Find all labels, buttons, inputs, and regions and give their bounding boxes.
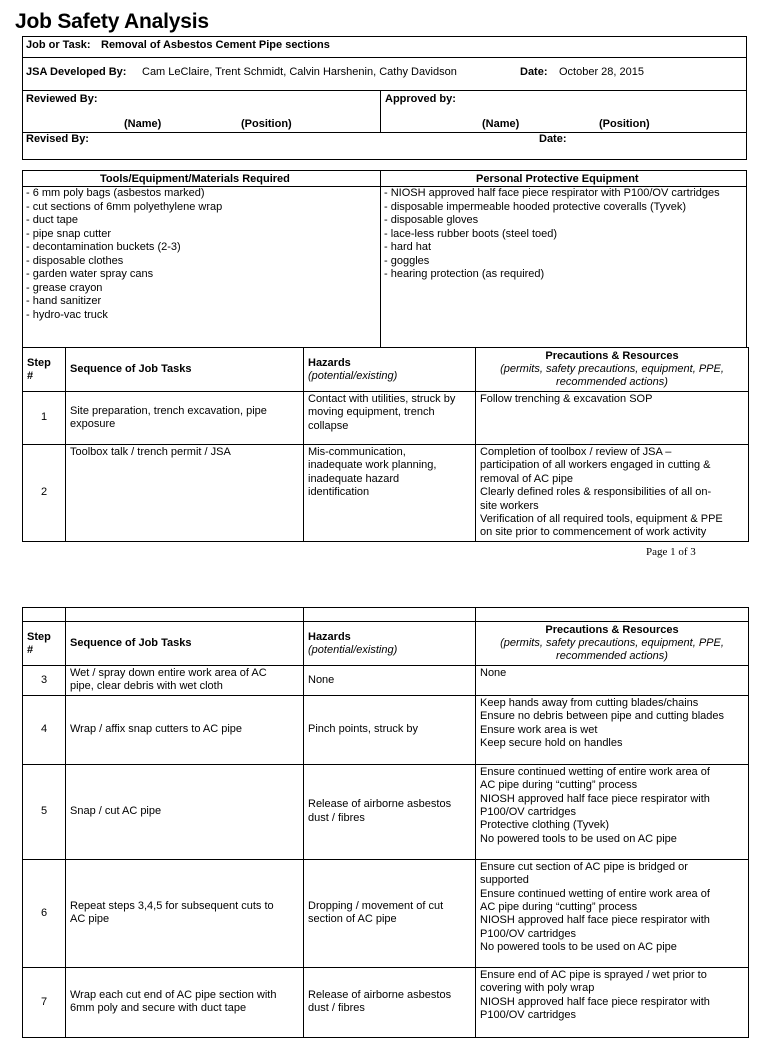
approved-position-label: (Position) <box>599 118 650 130</box>
blank-cell <box>304 608 476 622</box>
precautions-col-header: Precautions & Resources (permits, safety precautions, equipment, PPE, recommended actions) <box>476 348 749 392</box>
precautions-description: Follow trenching & excavation SOP <box>476 392 749 445</box>
task-table-header <box>23 622 749 666</box>
blank-cell <box>23 608 66 622</box>
blank-cell <box>66 608 304 622</box>
step-number: 6 <box>23 859 66 967</box>
sequence-col-header: Sequence of Job Tasks <box>66 348 304 392</box>
tool-item: - hand sanitizer <box>26 295 102 307</box>
precautions-description: Ensure cut section of AC pipe is bridged or supported Ensure continued wetting of entire work area of AC pipe during “cutting” process NIOSH approved half face piece respirator with P100/OV cartridges No powered tools to be used on AC pipe <box>476 859 749 967</box>
ppe-item: - disposable gloves <box>384 214 479 226</box>
tool-item: - grease crayon <box>26 281 103 294</box>
task-row <box>23 967 749 1037</box>
step-number: 2 <box>23 445 66 542</box>
hazard-description: Pinch points, struck by <box>304 695 476 764</box>
revised-date-label: Date: <box>539 133 567 145</box>
task-row <box>23 859 749 967</box>
reviewed-label: Reviewed By: <box>26 93 98 105</box>
job-label: Job or Task: <box>26 39 91 51</box>
approved-label: Approved by: <box>385 93 456 105</box>
revised-label: Revised By: <box>26 133 89 145</box>
ppe-item: - lace-less rubber boots (steel toed) <box>384 227 558 240</box>
hazard-description: Dropping / movement of cut section of AC pipe <box>304 859 476 967</box>
task-row <box>23 392 749 445</box>
tool-item: - hydro-vac truck <box>26 308 108 321</box>
hazard-description: Contact with utilities, struck by moving equipment, trench collapse <box>304 392 476 445</box>
task-description: Wrap each cut end of AC pipe section with 6mm poly and secure with duct tape <box>66 967 304 1037</box>
task-description: Repeat steps 3,4,5 for subsequent cuts to AC pipe <box>66 859 304 967</box>
task-description: Toolbox talk / trench permit / JSA <box>66 445 304 542</box>
date-value: October 28, 2015 <box>559 66 645 78</box>
task-description: Site preparation, trench excavation, pipe exposure <box>66 392 304 445</box>
task-row <box>23 666 749 696</box>
precautions-col-header: Precautions & Resources (permits, safety precautions, equipment, PPE, recommended actions) <box>476 622 749 666</box>
developed-value: Cam LeClaire, Trent Schmidt, Calvin Harshenin, Cathy Davidson <box>142 66 457 78</box>
hazard-description: Release of airborne asbestos dust / fibres <box>304 967 476 1037</box>
task-row <box>23 445 749 542</box>
precautions-description: Keep hands away from cutting blades/chains Ensure no debris between pipe and cutting blades Ensure work area is wet Keep secure hold on handles <box>476 695 749 764</box>
job-value: Removal of Asbestos Cement Pipe sections <box>101 39 330 51</box>
task-table-page-2 <box>22 607 749 1038</box>
revised-row <box>23 133 746 159</box>
ppe-list <box>384 187 720 282</box>
step-number: 1 <box>23 392 66 445</box>
hazard-description: None <box>304 666 476 696</box>
ppe-item: - hard hat <box>384 241 432 253</box>
step-number: 5 <box>23 764 66 859</box>
developed-label: JSA Developed By: <box>26 66 127 78</box>
tools-list <box>26 187 222 322</box>
approved-name-label: (Name) <box>482 118 520 130</box>
step-number: 3 <box>23 666 66 696</box>
equipment-heading-row <box>23 171 746 187</box>
precautions-description: None <box>476 666 749 696</box>
hazard-description: Release of airborne asbestos dust / fibres <box>304 764 476 859</box>
reviewed-divider <box>380 91 381 133</box>
tool-item: - 6 mm poly bags (asbestos marked) <box>26 187 205 199</box>
page-number: Page 1 of 3 <box>646 546 696 558</box>
job-row <box>23 37 746 58</box>
step-col-header: Step # <box>23 348 66 392</box>
tool-item: - pipe snap cutter <box>26 227 111 240</box>
tool-item: - decontamination buckets (2-3) <box>26 241 181 253</box>
tool-item: - disposable clothes <box>26 254 124 267</box>
step-col-header: Step # <box>23 622 66 666</box>
hazards-col-header: Hazards (potential/existing) <box>304 622 476 666</box>
tools-heading: Tools/Equipment/Materials Required <box>100 173 290 185</box>
reviewed-name-label: (Name) <box>124 118 162 130</box>
task-row <box>23 764 749 859</box>
step-number: 7 <box>23 967 66 1037</box>
task-description: Wrap / affix snap cutters to AC pipe <box>66 695 304 764</box>
task-row <box>23 695 749 764</box>
sequence-col-header: Sequence of Job Tasks <box>66 622 304 666</box>
step-number: 4 <box>23 695 66 764</box>
date-label: Date: <box>520 66 548 78</box>
hazard-description: Mis-communication, inadequate work planning, inadequate hazard identification <box>304 445 476 542</box>
reviewed-position-label: (Position) <box>241 118 292 130</box>
developed-row <box>23 58 746 91</box>
tool-item: - garden water spray cans <box>26 268 154 280</box>
document-title: Job Safety Analysis <box>15 10 209 33</box>
ppe-item: - NIOSH approved half face piece respirator with P100/OV cartridges <box>384 187 720 199</box>
jsa-header-block <box>22 36 747 160</box>
equipment-divider <box>380 171 381 347</box>
reviewed-row <box>23 91 746 133</box>
task-description: Snap / cut AC pipe <box>66 764 304 859</box>
task-description: Wet / spray down entire work area of AC pipe, clear debris with wet cloth <box>66 666 304 696</box>
task-table-page-1 <box>22 347 749 542</box>
ppe-item: - goggles <box>384 254 430 267</box>
ppe-heading: Personal Protective Equipment <box>476 173 639 185</box>
precautions-description: Ensure continued wetting of entire work area of AC pipe during “cutting” process NIOSH approved half face piece respirator with P100/OV cartridges Protective clothing (Tyvek) No powered tools to be used on AC pipe <box>476 764 749 859</box>
blank-cell <box>476 608 749 622</box>
equipment-block <box>22 170 747 348</box>
precautions-description: Ensure end of AC pipe is sprayed / wet prior to covering with poly wrap NIOSH approved half face piece respirator with P100/OV cartridges <box>476 967 749 1037</box>
task-table-header <box>23 348 749 392</box>
tool-item: - duct tape <box>26 214 78 226</box>
tool-item: - cut sections of 6mm polyethylene wrap <box>26 200 223 213</box>
blank-header-row <box>23 608 749 622</box>
precautions-description: Completion of toolbox / review of JSA – participation of all workers engaged in cutting & removal of AC pipe Clearly defined roles & responsibilities of all on- site workers Verification of all required tools, equipment & PPE on site prior to commencement of work activity <box>476 445 749 542</box>
ppe-item: - disposable impermeable hooded protective coveralls (Tyvek) <box>384 200 687 213</box>
ppe-item: - hearing protection (as required) <box>384 268 545 280</box>
hazards-col-header: Hazards (potential/existing) <box>304 348 476 392</box>
